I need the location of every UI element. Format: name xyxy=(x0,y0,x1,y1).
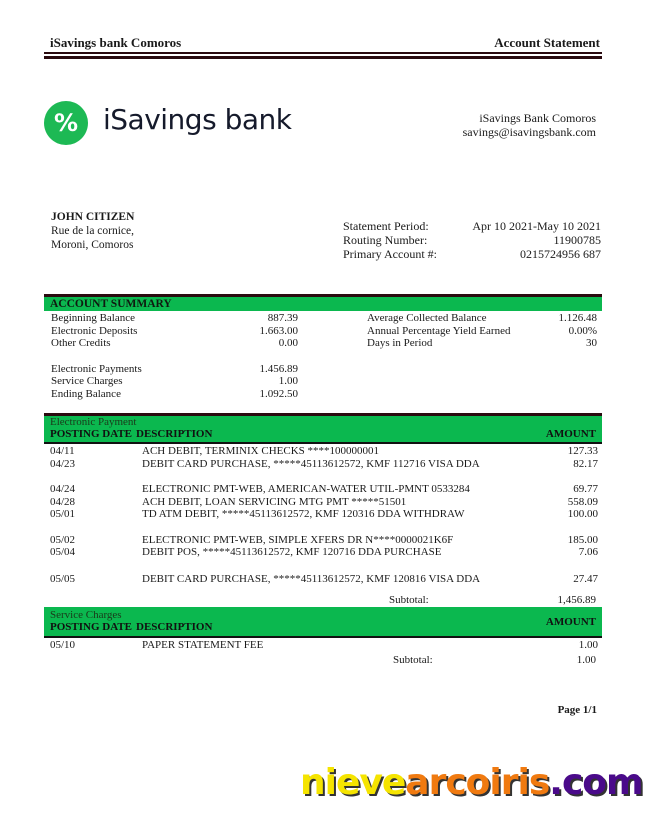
electronic-payment-band xyxy=(44,416,602,442)
summary-row xyxy=(51,388,298,401)
row-amount: 27.47 xyxy=(573,572,598,585)
service-charges-band xyxy=(44,607,602,636)
row-date: 04/11 xyxy=(50,445,75,457)
watermark-part3: .com xyxy=(549,762,643,803)
summary-label: Electronic Deposits xyxy=(51,324,138,337)
col-posting-date: POSTING DATE xyxy=(50,621,133,633)
summary-label: Annual Percentage Yield Earned xyxy=(367,324,511,337)
summary-value: 1.092.50 xyxy=(259,387,298,400)
table-row xyxy=(44,534,602,547)
row-date: 05/04 xyxy=(50,546,76,558)
col-posting-date: POSTING DATE xyxy=(50,428,133,440)
header-underline xyxy=(44,442,602,444)
summary-value: 1.00 xyxy=(278,375,298,387)
summary-row xyxy=(367,337,597,350)
row-description: TD ATM DEBIT, *****45113612572, KMF 120316 DDA WITHDRAW xyxy=(142,508,465,520)
summary-label: Days in Period xyxy=(367,337,433,349)
summary-value: 1.456.89 xyxy=(259,362,298,375)
summary-label: Other Credits xyxy=(51,337,111,349)
summary-row xyxy=(51,375,298,388)
col-amount: AMOUNT xyxy=(545,428,596,440)
row-description: ACH DEBIT, TERMINIX CHECKS ****100000001 xyxy=(142,445,380,457)
statement-period-label: Statement Period: xyxy=(343,219,429,233)
statement-info xyxy=(343,219,601,261)
watermark-part1: nieve xyxy=(300,762,406,803)
header-rule xyxy=(44,52,602,54)
summary-band xyxy=(44,297,602,311)
watermark xyxy=(300,762,643,803)
summary-label: Beginning Balance xyxy=(51,312,136,324)
summary-row xyxy=(51,337,298,350)
summary-value: 1.663.00 xyxy=(259,324,298,337)
summary-value: 30 xyxy=(586,337,597,349)
summary-right xyxy=(367,312,597,350)
statement-period-value: Apr 10 2021-May 10 2021 xyxy=(472,219,601,233)
summary-label: Electronic Payments xyxy=(51,362,142,375)
row-amount: 69.77 xyxy=(573,483,598,495)
row-date: 05/01 xyxy=(50,508,76,520)
row-description: DEBIT POS, *****45113612572, KMF 120716 DDA PURCHASE xyxy=(142,546,442,558)
summary-label: Average Collected Balance xyxy=(367,312,487,324)
summary-row xyxy=(51,363,298,376)
table-row xyxy=(44,508,602,521)
header-bank-name: iSavings bank Comoros xyxy=(50,35,182,50)
header-underline xyxy=(44,636,602,638)
routing-number-row xyxy=(343,233,601,247)
service-charges-header xyxy=(44,616,602,634)
electronic-payment-rows xyxy=(44,445,602,585)
row-date: 05/10 xyxy=(50,639,76,651)
row-description: ACH DEBIT, LOAN SERVICING MTG PMT *****51501 xyxy=(142,495,407,508)
primary-account-row xyxy=(343,247,601,261)
row-description: ELECTRONIC PMT-WEB, AMERICAN-WATER UTIL-PMNT 0533284 xyxy=(142,483,470,495)
summary-row xyxy=(367,312,597,325)
row-date: 04/28 xyxy=(50,495,76,508)
row-description: DEBIT CARD PURCHASE, *****45113612572, KMF 120816 VISA DDA xyxy=(142,572,481,585)
service-charges-title: Service Charges xyxy=(50,609,122,621)
row-date: 05/02 xyxy=(50,533,76,546)
percent-icon: % xyxy=(44,101,88,145)
page-number: Page 1/1 xyxy=(557,704,597,716)
brand-logo-text: iSavings bank xyxy=(103,103,292,136)
table-row xyxy=(44,639,602,652)
row-date: 04/23 xyxy=(50,457,76,470)
bank-contact xyxy=(463,111,596,139)
service-charges-subtotal-value: 1.00 xyxy=(576,654,596,666)
table-row xyxy=(44,458,602,471)
table-row xyxy=(44,496,602,509)
row-date: 05/05 xyxy=(50,572,76,585)
summary-row xyxy=(367,325,597,338)
row-amount: 185.00 xyxy=(567,533,598,546)
watermark-part2: arcoiris xyxy=(405,762,550,803)
summary-label: Ending Balance xyxy=(51,387,121,400)
electronic-payment-title: Electronic Payment xyxy=(50,416,137,428)
primary-account-value: 0215724956 687 xyxy=(520,247,601,261)
routing-number-value: 11900785 xyxy=(553,233,601,247)
summary-value: 0.00% xyxy=(568,324,597,337)
bank-email: savings@isavingsbank.com xyxy=(462,125,596,139)
summary-value: 0.00 xyxy=(278,337,298,349)
customer-block xyxy=(51,210,134,252)
row-date: 04/24 xyxy=(50,483,76,495)
row-amount: 82.17 xyxy=(573,457,598,470)
summary-row xyxy=(51,325,298,338)
row-description: ELECTRONIC PMT-WEB, SIMPLE XFERS DR N****0000021K6F xyxy=(142,533,454,546)
row-description: PAPER STATEMENT FEE xyxy=(142,639,264,651)
primary-account-label: Primary Account #: xyxy=(343,247,437,261)
customer-name: JOHN CITIZEN xyxy=(51,211,135,223)
col-description: DESCRIPTION xyxy=(136,621,213,633)
row-description: DEBIT CARD PURCHASE, *****45113612572, KMF 112716 VISA DDA xyxy=(142,457,480,470)
summary-title: ACCOUNT SUMMARY xyxy=(50,298,172,310)
row-amount: 1.00 xyxy=(578,639,598,651)
row-amount: 100.00 xyxy=(567,508,598,520)
summary-row xyxy=(51,312,298,325)
electronic-payment-header xyxy=(44,428,602,441)
summary-left xyxy=(51,312,298,400)
header-doc-title: Account Statement xyxy=(494,35,600,50)
summary-value: 887.39 xyxy=(267,312,298,324)
routing-number-label: Routing Number: xyxy=(343,233,428,247)
col-amount: AMOUNT xyxy=(545,616,596,628)
bank-name: iSavings Bank Comoros xyxy=(479,111,596,125)
statement-period-row xyxy=(343,219,601,233)
summary-value: 1.126.48 xyxy=(558,312,597,324)
electronic-payment-subtotal-value: 1,456.89 xyxy=(557,594,596,606)
row-amount: 127.33 xyxy=(567,445,598,457)
table-row xyxy=(44,483,602,496)
table-row xyxy=(44,573,602,586)
table-row xyxy=(44,445,602,458)
row-amount: 7.06 xyxy=(578,546,598,558)
header-rule-thick xyxy=(44,56,602,59)
customer-address-line2: Moroni, Comoros xyxy=(51,239,134,251)
service-charges-subtotal-label: Subtotal: xyxy=(393,654,433,666)
electronic-payment-subtotal-label: Subtotal: xyxy=(389,594,429,606)
summary-label: Service Charges xyxy=(51,375,123,387)
col-description: DESCRIPTION xyxy=(136,428,213,440)
service-charges-rows xyxy=(44,639,602,652)
customer-address-line1: Rue de la cornice, xyxy=(51,225,135,237)
row-amount: 558.09 xyxy=(567,495,598,508)
table-row xyxy=(44,546,602,559)
